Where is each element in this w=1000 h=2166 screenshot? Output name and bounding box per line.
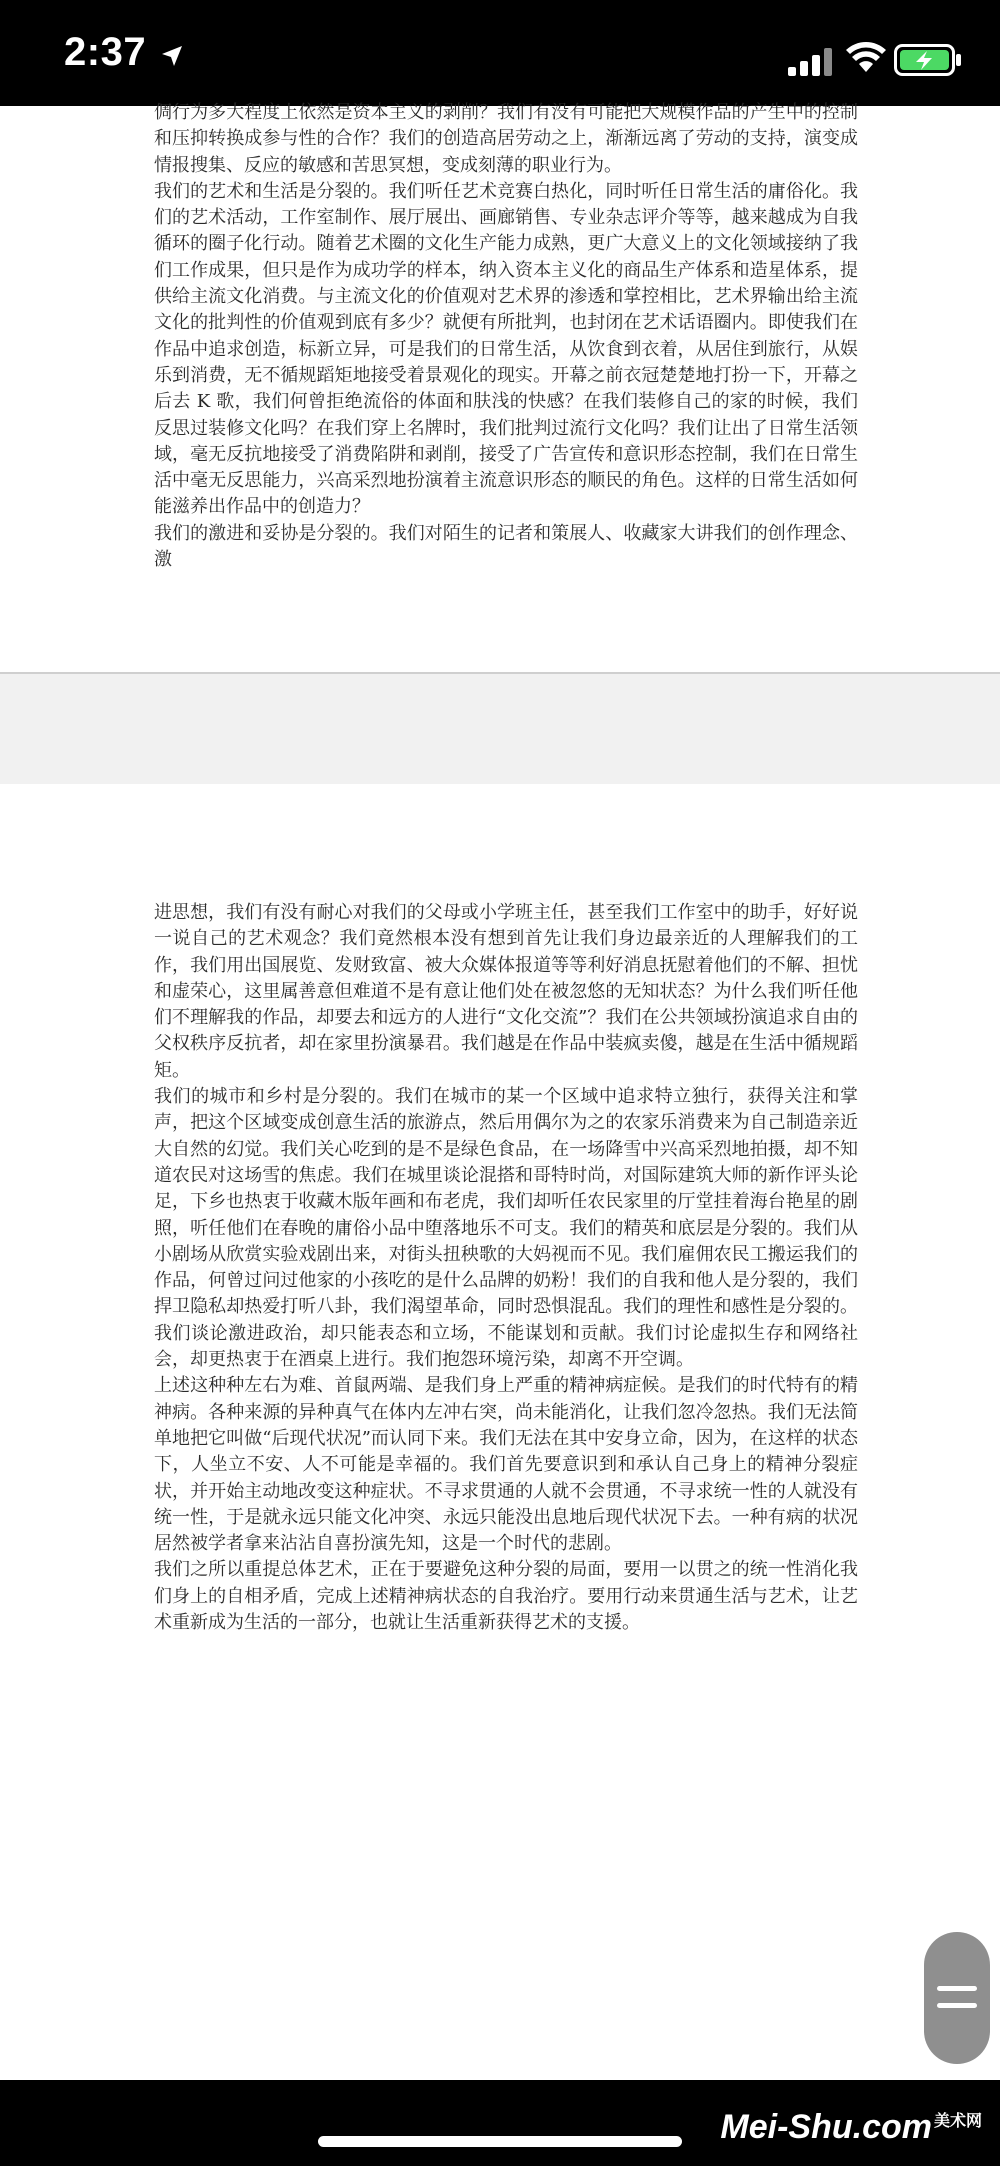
paragraph: 我们的艺术和生活是分裂的。我们听任艺术竞赛白热化，同时听任日常生活的庸俗化。我们的艺术活动，工作室制作、展厅展出、画廊销售、专业杂志评介等等，越来越成为自我循环的圈子化行动。随着艺术圈的文化生产能力成熟，更广大意义上的文化领域接纳了我们工作成果，但只是作为成功学的样本，纳入资本主义化的商品生产体系和造星体系，提供给主流文化消费。与主流文化的价值观对艺术界的渗透和掌控相比，艺术界输出给主流文化的批判性的价值观到底有多少？就便有所批判，也封闭在艺术话语圈内。即使我们在作品中追求创造，标新立异，可是我们的日常生活，从饮食到衣着，从居住到旅行，从娱乐到消费，无不循规蹈矩地接受着景观化的现实。开幕之前衣冠楚楚地打扮一下，开幕之后去 K 歌，我们何曾拒绝流俗的体面和肤浅的快感？在我们装修自己的家的时候，我们反思过装修文化吗？在我们穿上名牌时，我们批判过流行文化吗？我们让出了日常生活领域，毫无反抗地接受了消费陷阱和剥削，接受了广告宣传和意识形态控制，我们在日常生活中毫无反思能力，兴高采烈地扮演着主流意识形态的顺民的角色。这样的日常生活如何能滋养出作品中的创造力？: [154, 180, 858, 518]
page-divider: [0, 672, 1000, 786]
watermark-small: 美术网: [933, 2113, 982, 2130]
location-arrow-icon: [160, 44, 184, 68]
paragraph: 我们的城市和乡村是分裂的。我们在城市的某一个区域中追求特立独行，获得关注和掌声，把这个区域变成创意生活的旅游点，然后用偶尔为之的农家乐消费来为自己制造亲近大自然的幻觉。我们关心吃到的是不是绿色食品，在一场降雪中兴高采烈地拍摄，却不知道农民对这场雪的焦虑。我们在城里谈论混搭和哥特时尚，对国际建筑大师的新作评头论足，下乡也热衷于收藏木版年画和布老虎，我们却听任农民家里的厅堂挂着海台艳星的剧照，听任他们在春晚的庸俗小品中堕落地乐不可支。我们的精英和底层是分裂的。我们从小剧场从欣赏实验戏剧出来，对街头扭秧歌的大妈视而不见。我们雇佣农民工搬运我们的作品，何曾过问过他家的小孩吃的是什么品牌的奶粉！我们的自我和他人是分裂的，我们捍卫隐私却热爱打听八卦，我们渴望革命，同时恐惧混乱。我们的理性和感性是分裂的。我们谈论激进政治，却只能表态和立场，不能谋划和贡献。我们讨论虚拟生存和网络社会，却更热衷于在酒桌上进行。我们抱怨环境污染，却离不开空调。: [154, 1086, 858, 1371]
status-bar: [0, 0, 1000, 106]
paragraph: 倜行为多大程度上依然是资本主义的剥削？我们有没有可能把大规模作品的产生中的控制和压抑转换成参与性的合作？我们的创造高居劳动之上，渐渐远离了劳动的支持，演变成情报搜集、反应的敏感和苦思冥想，变成刻薄的职业行为。: [154, 102, 858, 176]
scroll-handle[interactable]: [924, 1932, 990, 2064]
document-page: [0, 102, 1000, 672]
page-text: [154, 100, 858, 573]
battery-charging-icon: [894, 44, 962, 76]
paragraph: 我们的激进和妥协是分裂的。我们对陌生的记者和策展人、收藏家大讲我们的创作理念、激: [154, 522, 858, 571]
paragraph: 我们之所以重提总体艺术，正在于要避免这种分裂的局面，要用一以贯之的统一性消化我们身上的自相矛盾，完成上述精神病状态的自我治疗。要用行动来贯通生活与艺术，让艺术重新成为生活的一部分，也就让生活重新获得艺术的支援。: [154, 1559, 858, 1634]
document-viewer[interactable]: [0, 102, 1000, 2080]
handle-grip-line: [937, 2003, 977, 2008]
watermark: [720, 2108, 982, 2147]
handle-grip-line: [937, 1986, 977, 1991]
wifi-icon: [846, 42, 886, 74]
watermark-text: Mei-Shu.com: [720, 2108, 932, 2146]
paragraph: 上述这种种左右为难、首鼠两端、是我们身上严重的精神病症候。是我们的时代特有的精神病。各种来源的异种真气在体内左冲右突，尚未能消化，让我们忽冷忽热。我们无法简单地把它叫做“后现代状况”而认同下来。我们无法在其中安身立命，因为，在这样的状态下，人坐立不安、人不可能是幸福的。我们首先要意识到和承认自己身上的精神分裂症状，并开始主动地改变这种症状。不寻求贯通的人就不会贯通，不寻求统一性的人就没有统一性，于是就永远只能文化冲突、永远只能没出息地后现代状况下去。一种有病的状况居然被学者拿来沾沾自喜扮演先知，这是一个时代的悲剧。: [154, 1375, 858, 1555]
document-page: [0, 784, 1000, 2084]
status-time: 2:37: [64, 30, 147, 74]
page-text: [154, 900, 858, 1636]
cellular-signal-icon: [788, 48, 834, 76]
bottom-bar: [0, 2080, 1000, 2166]
paragraph: 进思想，我们有没有耐心对我们的父母或小学班主任，甚至我们工作室中的助手，好好说一说自己的艺术观念？我们竟然根本没有想到首先让我们身边最亲近的人理解我们的工作，我们用出国展览、发财致富、被大众媒体报道等等利好消息抚慰着他们的不解、担忧和虚荣心，这里属善意但难道不是有意让他们处在被忽悠的无知状态？为什么我们听任他们不理解我的作品，却要去和远方的人进行“文化交流”？我们在公共领域扮演追求自由的父权秩序反抗者，却在家里扮演暴君。我们越是在作品中装疯卖傻，越是在生活中循规蹈矩。: [154, 902, 858, 1081]
home-indicator[interactable]: [318, 2136, 682, 2147]
